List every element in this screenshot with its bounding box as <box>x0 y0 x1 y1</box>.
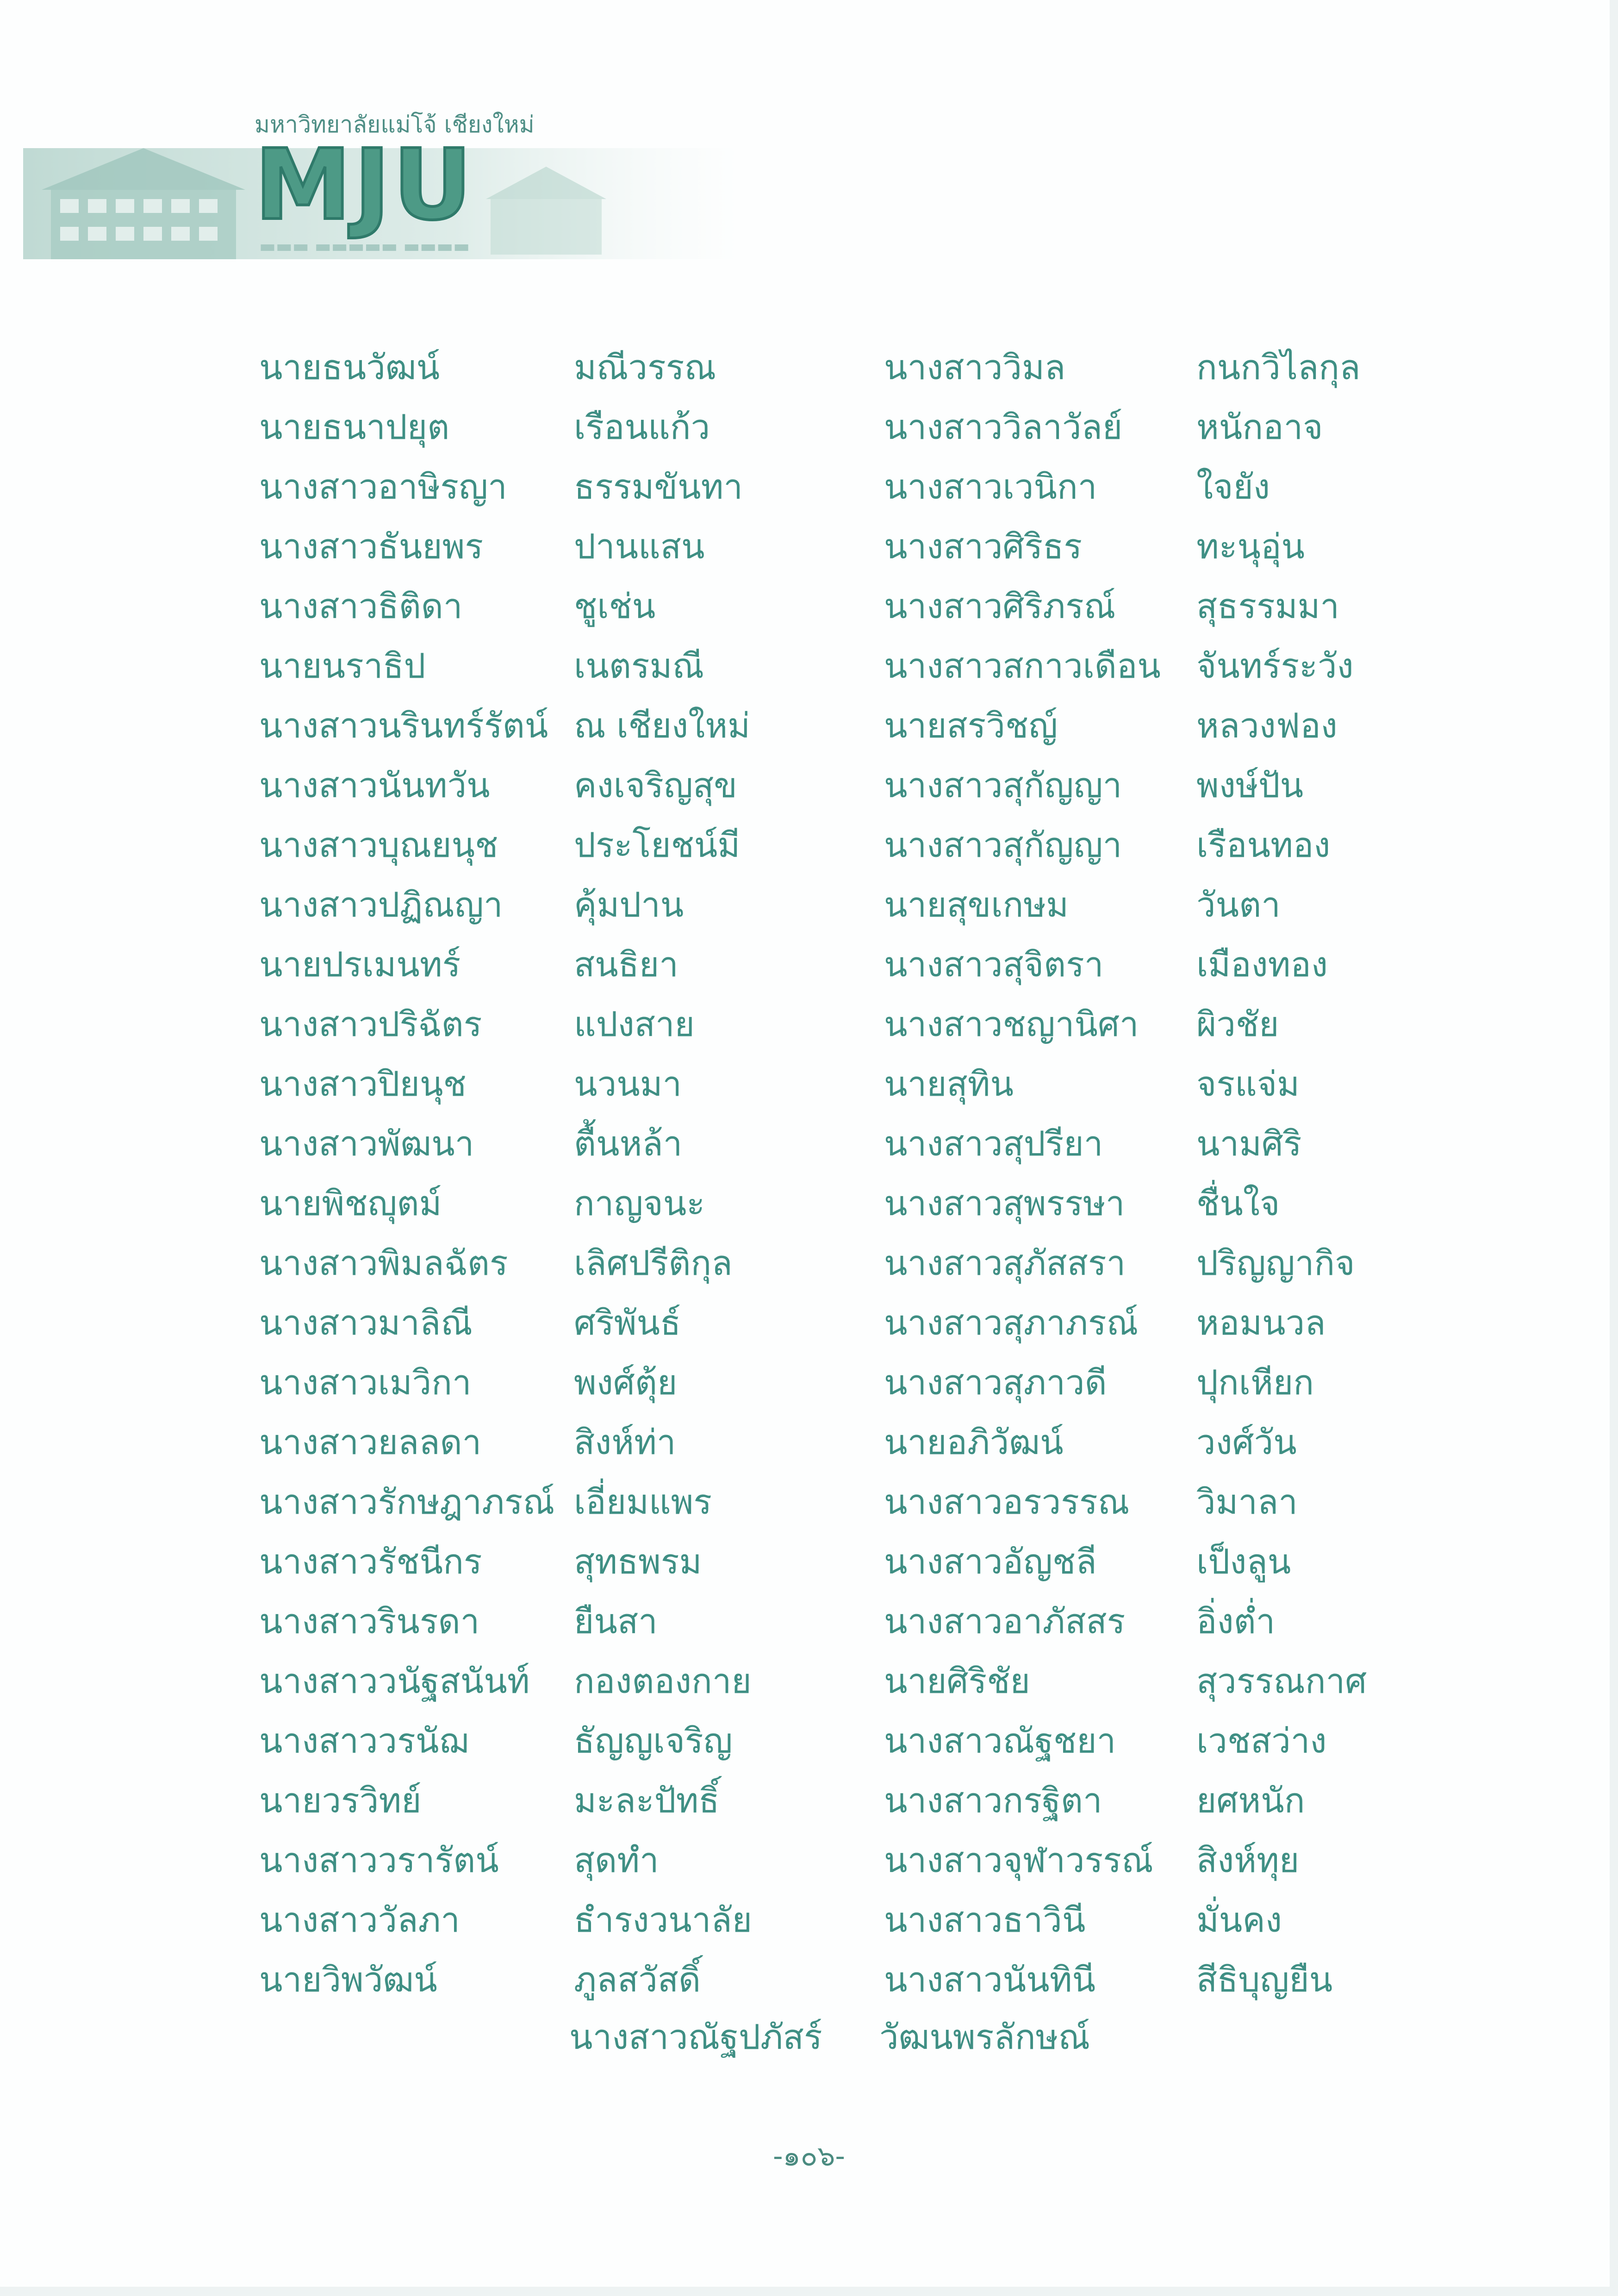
last-name: พงศ์ตุ้ย <box>574 1363 678 1403</box>
last-name: สุวรรณกาศ <box>1196 1661 1367 1701</box>
first-name: นายสุทิน <box>884 1064 1014 1104</box>
first-name: นางสาวสุกัญญา <box>884 766 1122 805</box>
last-name: สุธรรมมา <box>1196 586 1339 626</box>
first-name: นางสาวสุปรียา <box>884 1124 1103 1164</box>
first-name: นายวรวิทย์ <box>259 1781 422 1821</box>
last-name: เอี่ยมแพร <box>574 1482 712 1522</box>
first-name: นายสุขเกษม <box>884 885 1069 925</box>
names-table <box>259 338 1456 2010</box>
last-name: คงเจริญสุข <box>574 766 737 805</box>
last-name: ชื่นใจ <box>1196 1184 1280 1223</box>
last-name: นามศิริ <box>1196 1124 1302 1164</box>
last-name: เป็งลูน <box>1196 1542 1291 1582</box>
last-name: แปงสาย <box>574 1004 695 1044</box>
last-name: เรือนทอง <box>1196 825 1331 865</box>
last-name: คุ้มปาน <box>574 885 684 925</box>
first-name: นางสาววิมล <box>884 348 1066 387</box>
last-name: มณีวรรณ <box>574 348 716 387</box>
first-name: นางสาวนันทวัน <box>259 766 490 805</box>
last-name: มะละปัทธิ์ <box>574 1781 720 1821</box>
last-name: ณ เชียงใหม่ <box>574 706 750 746</box>
first-name: นางสาวนรินทร์รัตน์ <box>259 706 548 746</box>
last-name: ตื้นหล้า <box>574 1124 683 1164</box>
last-name: ยืนสา <box>574 1602 658 1641</box>
first-name: นางสาวณัฐชยา <box>884 1721 1116 1761</box>
first-name: นายพิชญุตม์ <box>259 1184 442 1223</box>
first-name: นายวิพวัฒน์ <box>259 1960 437 2000</box>
last-name: ธำรงวนาลัย <box>574 1900 752 1940</box>
last-name: ปุกเหียก <box>1196 1363 1314 1403</box>
last-name: ศริพันธ์ <box>574 1303 681 1343</box>
first-name: นางสาววนัฐสนันท์ <box>259 1661 530 1701</box>
first-name: นางสาวณัฐปภัสร์ <box>569 2017 822 2057</box>
first-name: นางสาวพัฒนา <box>259 1124 474 1164</box>
last-name: จรแจ่ม <box>1196 1064 1300 1104</box>
last-name: วิมาลา <box>1196 1482 1298 1522</box>
first-name: นางสาวสุกัญญา <box>884 825 1122 865</box>
university-name: มหาวิทยาลัยแม่โจ้ เชียงใหม่ <box>255 111 535 138</box>
first-name: นางสาวพิมลฉัตร <box>259 1243 508 1283</box>
first-name: นางสาวอาษิรญา <box>259 467 507 507</box>
last-name: ใจยัง <box>1196 467 1270 507</box>
first-name: นายสรวิชญ์ <box>884 706 1058 746</box>
first-name: นางสาวสุภาวดี <box>884 1363 1107 1403</box>
last-name: ประโยชน์มี <box>574 825 741 865</box>
last-name: มั่นคง <box>1196 1900 1282 1940</box>
first-name: นางสาวสุจิตรา <box>884 945 1104 985</box>
first-name: นางสาวอัญชลี <box>884 1542 1097 1582</box>
last-name: หอมนวล <box>1196 1303 1326 1343</box>
first-name: นางสาวปริฉัตร <box>259 1004 482 1044</box>
last-name: ภูลสวัสดิ์ <box>574 1960 701 2000</box>
first-name: นายนราธิป <box>259 646 426 686</box>
first-name: นางสาวสุภัสสรา <box>884 1243 1126 1283</box>
last-name: พงษ์ปัน <box>1196 766 1304 805</box>
last-name: นวนมา <box>574 1064 682 1104</box>
last-name: เนตรมณี <box>574 646 704 686</box>
first-name: นางสาวศิริธร <box>884 527 1083 567</box>
first-name: นางสาวสกาวเดือน <box>884 646 1161 686</box>
university-header <box>23 93 764 287</box>
first-name: นางสาววรนัฌ <box>259 1721 468 1761</box>
first-name: นางสาวเวนิกา <box>884 467 1097 507</box>
first-name: นางสาวยลลดา <box>259 1423 482 1462</box>
first-name: นางสาวบุณยนุช <box>259 825 498 865</box>
first-name: นายธนาปยุต <box>259 407 450 447</box>
first-name: นางสาวธันยพร <box>259 527 484 567</box>
last-name: สีธิบุญยืน <box>1196 1960 1333 2000</box>
last-name: วัฒนพรลักษณ์ <box>879 2017 1090 2057</box>
first-name: นางสาวรินรดา <box>259 1602 480 1641</box>
first-name: นางสาวปฏิณญา <box>259 885 503 925</box>
first-name: นางสาวรัชนีกร <box>259 1542 482 1582</box>
first-name: นางสาววรารัตน์ <box>259 1841 499 1880</box>
first-name: นางสาวจุฬาวรรณ์ <box>884 1841 1153 1880</box>
last-name: สิงห์ทุย <box>1196 1841 1300 1880</box>
university-tagline: ▬▬▬ ▬▬▬▬▬ ▬▬▬▬ <box>259 236 470 256</box>
last-name: เมืองทอง <box>1196 945 1328 985</box>
first-name: นางสาวมาลิณี <box>259 1303 473 1343</box>
last-name: กนกวิไลกุล <box>1196 348 1361 387</box>
first-name: นางสาวอาภัสสร <box>884 1602 1126 1641</box>
last-name: ทะนุอุ่น <box>1196 527 1305 567</box>
first-name: นางสาวนันทินี <box>884 1960 1096 2000</box>
mju-logo: MJU <box>255 128 475 242</box>
last-name: จันทร์ระวัง <box>1196 646 1354 686</box>
last-name: กาญจนะ <box>574 1184 705 1223</box>
last-name: ปริญญากิจ <box>1196 1243 1355 1283</box>
first-name: นางสาวอรวรรณ <box>884 1482 1130 1522</box>
last-name: ชูเช่น <box>574 586 656 626</box>
last-name: อิ่งต่ำ <box>1196 1602 1276 1641</box>
last-name: สนธิยา <box>574 945 678 985</box>
first-name: นางสาวศิริภรณ์ <box>884 586 1116 626</box>
last-name: ธัญญเจริญ <box>574 1721 733 1761</box>
last-name: กองตองกาย <box>574 1661 752 1701</box>
last-name: เวชสว่าง <box>1196 1721 1327 1761</box>
first-name: นายอภิวัฒน์ <box>884 1423 1064 1462</box>
first-name: นางสาวธิติดา <box>259 586 463 626</box>
last-name: เลิศปรีติกุล <box>574 1243 733 1283</box>
first-name: นางสาวธาวินี <box>884 1900 1086 1940</box>
last-name: ผิวชัย <box>1196 1004 1279 1044</box>
last-name: เรือนแก้ว <box>574 407 710 447</box>
first-name: นางสาววิลาวัลย์ <box>884 407 1123 447</box>
last-name: วันตา <box>1196 885 1281 925</box>
last-name: ยศหนัก <box>1196 1781 1305 1821</box>
page-edge <box>1610 0 1618 2296</box>
first-name: นายธนวัฒน์ <box>259 348 440 387</box>
page-number: -๑๐๖- <box>772 2140 846 2172</box>
last-name: สุทธพรม <box>574 1542 702 1582</box>
first-name: นายปรเมนทร์ <box>259 945 461 985</box>
last-name: สิงห์ท่า <box>574 1423 676 1462</box>
last-name: หนักอาจ <box>1196 407 1323 447</box>
first-name: นางสาววัลภา <box>259 1900 460 1940</box>
last-name: ปานแสน <box>574 527 705 567</box>
first-name: นางสาวสุภาภรณ์ <box>884 1303 1139 1343</box>
first-name: นางสาวกรฐิตา <box>884 1781 1102 1821</box>
last-name: ธรรมขันทา <box>574 467 743 507</box>
page-edge <box>0 2287 1618 2296</box>
first-name: นางสาวสุพรรษา <box>884 1184 1125 1223</box>
first-name: นางสาวชญานิศา <box>884 1004 1139 1044</box>
first-name: นางสาวเมวิกา <box>259 1363 472 1403</box>
first-name: นายศิริชัย <box>884 1661 1030 1701</box>
last-name: วงศ์วัน <box>1196 1423 1297 1462</box>
first-name: นางสาวปิยนุช <box>259 1064 467 1104</box>
last-name: สุดทำ <box>574 1841 659 1880</box>
names-last-row <box>569 2008 1090 2067</box>
last-name: หลวงฟอง <box>1196 706 1338 746</box>
first-name: นางสาวรักษฎาภรณ์ <box>259 1482 555 1522</box>
